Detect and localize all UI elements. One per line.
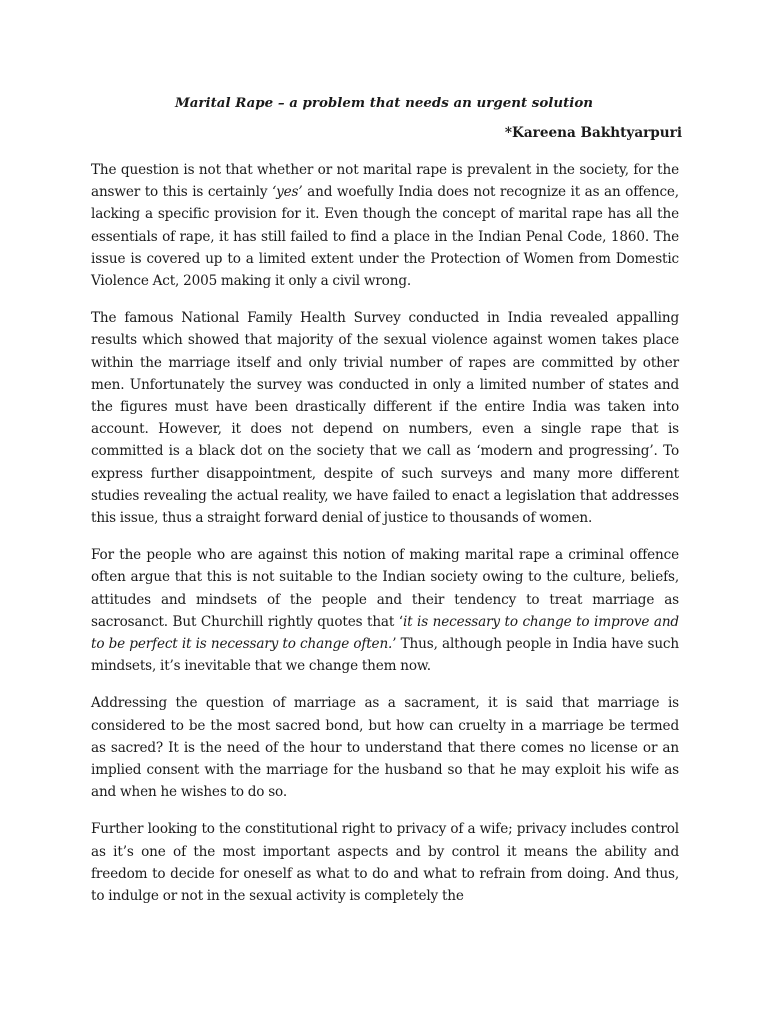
- paragraph-1-emphasis: ‘yes’: [271, 184, 303, 201]
- paragraph-1-text-a: The question is not that whether or not marital rape is prevalent in the society, for the answer to this is certainly: [91, 162, 679, 201]
- paragraph-5: Further looking to the constitutional right to privacy of a wife; privacy includes control as it’s one of the most important aspects and by control it means the ability and freedom to decide for oneself as what to do and what to refrain from doing. And thus, to indulge or not in the sexual activity is completely the: [91, 821, 679, 905]
- document-body: [91, 159, 679, 907]
- paragraph-3: [91, 544, 679, 677]
- paragraph-4: Addressing the question of marriage as a sacrament, it is said that marriage is considered to be the most sacred bond, but how can cruelty in a marriage be termed as sacred? It is the need of the hour to understand that there comes no license or an implied consent with the marriage for the husband so that he may exploit his wife as and when he wishes to do so.: [91, 695, 679, 801]
- document-title: Marital Rape – a problem that needs an urgent solution: [174, 95, 594, 111]
- paragraph-2: The famous National Family Health Survey conducted in India revealed appalling results which showed that majority of the sexual violence against women takes place within the marriage itself and only trivial number of rapes are committed by other men. Unfortunately the survey was conducted in only a limited number of states and the figures must have been drastically different if the entire India was taken into account. However, it does not depend on numbers, even a single rape that is committed is a black dot on the society that we call as ‘modern and progressing’. To express further disappointment, despite of such surveys and many more different studies revealing the actual reality, we have failed to enact a legislation that addresses this issue, thus a straight forward denial of justice to thousands of women.: [91, 310, 679, 527]
- paragraph-1-text-c: and woefully India does not recognize it as an offence, lacking a specific provision for it. Even though the concept of marital rape has all the essentials of rape, it has still failed to find a place in the Indian Penal Code, 1860. The issue is covered up to a limited extent under the Protection of Women from Domestic Violence Act, 2005 making it only a civil wrong.: [91, 184, 679, 290]
- paragraph-3-quote: it is necessary to change to improve and to be perfect it is necessary to change often.: [91, 613, 679, 653]
- paragraph-1: [91, 159, 679, 292]
- author-name: *Kareena Bakhtyarpuri: [504, 125, 682, 141]
- paragraph-3-text-c: ’ Thus, although people in India have such mindsets, it’s inevitable that we change them now.: [91, 636, 679, 675]
- paragraph-3-text-a: For the people who are against this notion of making marital rape a criminal offence often argue that this is not suitable to the Indian society owing to the culture, beliefs, attitudes and mindsets of the people and their tendency to treat marriage as sacrosanct. But Churchill rightly quotes that ‘: [91, 547, 679, 630]
